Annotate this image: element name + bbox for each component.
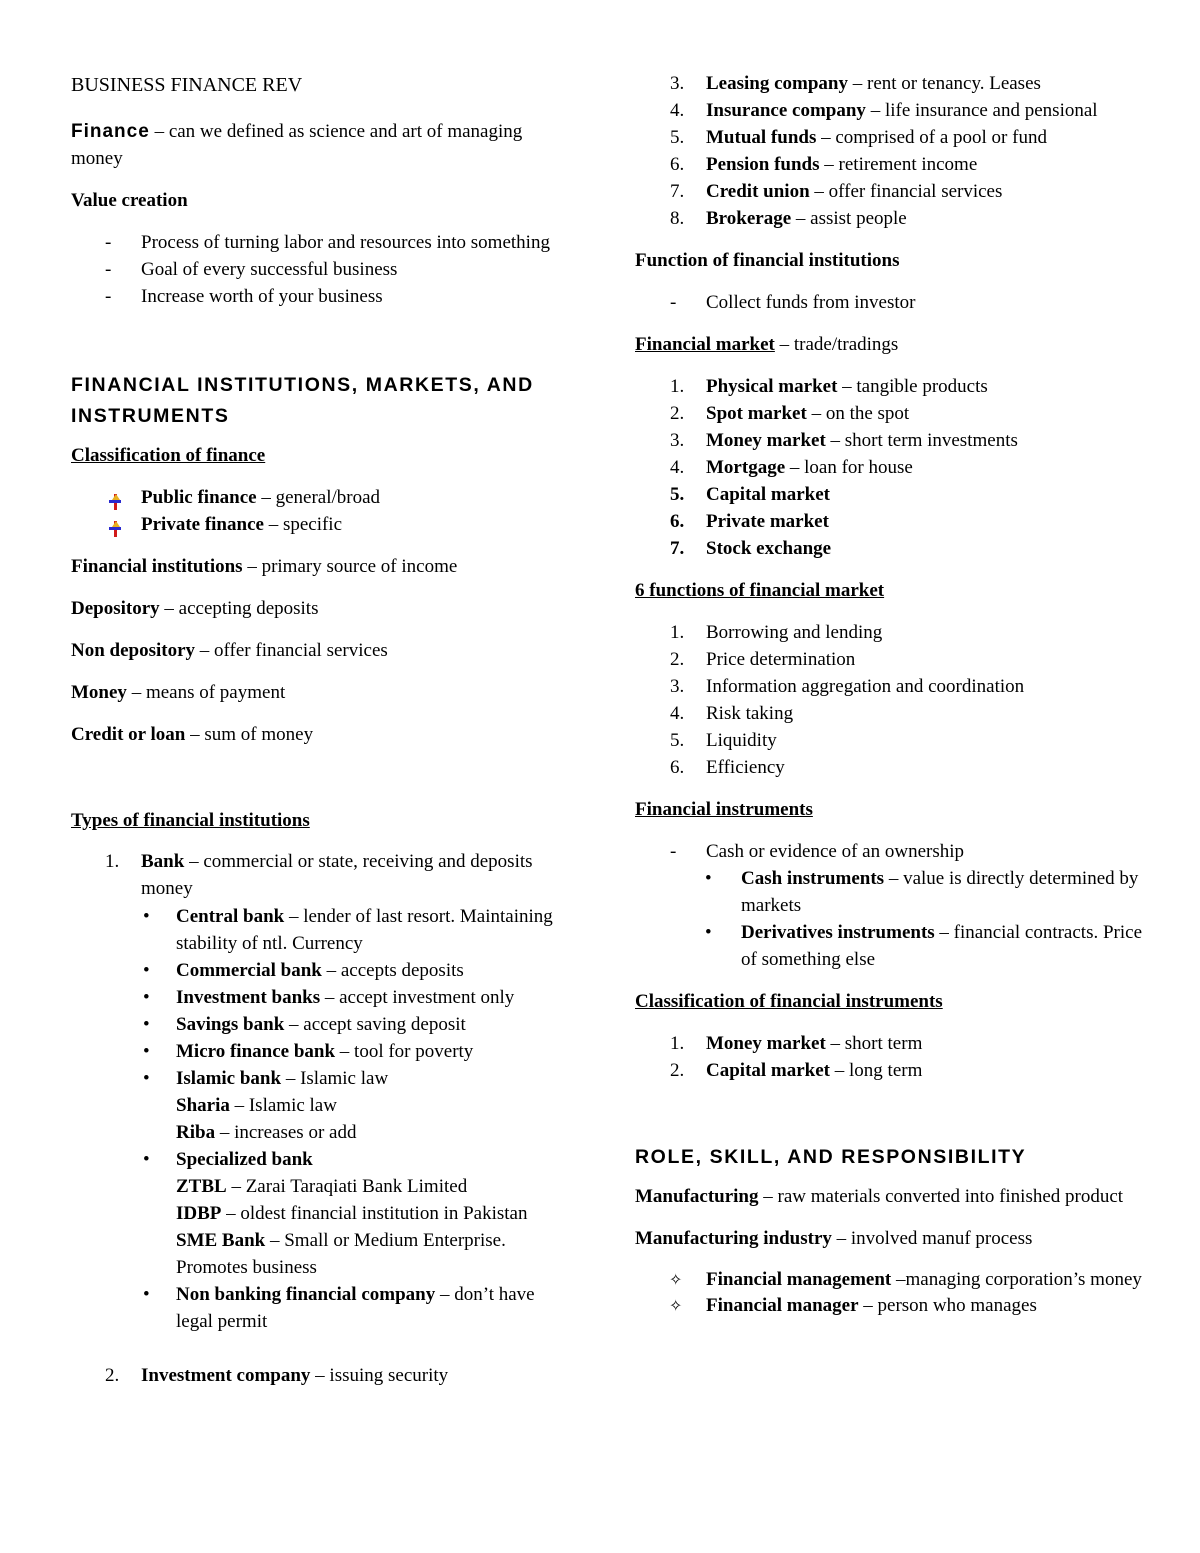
bullet-marker: • [143, 1014, 150, 1035]
list-item-term: Public finance [141, 487, 257, 508]
list-item-text: – specific [263, 514, 343, 535]
list-item [71, 848, 571, 902]
definition-text: – sum of money [185, 724, 314, 745]
list-item-text: – commercial or state, receiving and deposits money [141, 851, 533, 899]
list-item-text: – short term investments [825, 430, 1018, 451]
list-number: 2. [105, 1365, 120, 1386]
list-item-term: Money market [706, 430, 826, 451]
list-number: 4. [670, 457, 685, 478]
list-number: 5. [670, 730, 685, 751]
list-item-term: Spot market [706, 403, 807, 424]
list-item-term: Private finance [141, 514, 264, 535]
right-column [635, 70, 1155, 1319]
list-item-term: Private market [706, 511, 829, 532]
list-item [635, 838, 1155, 865]
bullet-marker: • [705, 868, 712, 889]
classification-heading [71, 442, 571, 469]
list-item [635, 124, 1155, 151]
list-item-text: – tool for poverty [335, 1041, 474, 1062]
list-number: 3. [670, 430, 685, 451]
dash-marker: - [670, 292, 677, 313]
list-item-term: Capital market [706, 484, 831, 505]
list-item-text: – short term [825, 1033, 923, 1054]
function-fi-heading [635, 247, 1155, 274]
list-item-term: Micro finance bank [176, 1041, 336, 1062]
definition-text: – raw materials converted into finished product [758, 1186, 1124, 1207]
list-item-text: – loan for house [785, 457, 913, 478]
arrow-bullet-icon [109, 516, 121, 543]
list-item [71, 256, 571, 283]
list-item-term: Brokerage [706, 208, 792, 229]
definition-term: Money [71, 682, 127, 703]
list-item-text: – financial contracts. Price of something else [741, 922, 1143, 970]
list-item-text: – accepts deposits [321, 960, 464, 981]
sharia-term: Sharia [176, 1095, 230, 1116]
six-functions-list [635, 619, 1155, 781]
instruments-list [635, 838, 1155, 973]
definition-text: – accepting deposits [159, 598, 319, 619]
list-item-text: Goal of every successful business [141, 259, 398, 280]
types-heading [71, 807, 571, 834]
list-number: 6. [670, 154, 685, 175]
list-item-text: – person who manages [858, 1295, 1037, 1316]
definition-term: Depository [71, 598, 160, 619]
list-item-text: –managing corporation’s money [891, 1269, 1142, 1290]
classification-list [71, 484, 571, 538]
list-item [635, 865, 1155, 919]
bullet-marker: • [143, 987, 150, 1008]
list-item [635, 646, 1155, 673]
list-number: 7. [670, 181, 685, 202]
section-heading-role: ROLE, SKILL, AND RESPONSIBILITY [635, 1146, 1027, 1168]
list-item-term: Islamic bank [176, 1068, 282, 1089]
list-item [635, 205, 1155, 232]
instruments-heading [635, 796, 1155, 823]
list-item-text: – on the spot [806, 403, 910, 424]
riba-text: – increases or add [215, 1122, 357, 1143]
list-item-term: Commercial bank [176, 960, 322, 981]
list-number: 1. [670, 622, 685, 643]
definition-line [635, 1225, 1155, 1252]
list-number: 5. [670, 127, 685, 148]
dash-marker: - [670, 841, 677, 862]
definition-line [635, 1183, 1155, 1210]
list-number: 1. [105, 851, 120, 872]
diamond-star-icon: ✧ [669, 1296, 683, 1315]
list-item-text: – issuing security [310, 1365, 449, 1386]
definition-term: Manufacturing industry [635, 1228, 832, 1249]
list-item [71, 511, 571, 538]
list-item-term: Derivatives instruments [741, 922, 935, 943]
class-instruments-list [635, 1030, 1155, 1084]
section-heading-institutions: FINANCIAL INSTITUTIONS, MARKETS, AND INSTRUMENTS [71, 374, 534, 427]
list-item [635, 727, 1155, 754]
riba-term: Riba [176, 1122, 216, 1143]
list-number: 2. [670, 649, 685, 670]
list-item-text: – general/broad [256, 487, 381, 508]
list-item-text: Increase worth of your business [141, 286, 383, 307]
list-item [71, 1065, 571, 1146]
value-creation-heading [71, 187, 571, 214]
list-item-text: – lender of last resort. Maintaining stability of ntl. Currency [176, 906, 553, 954]
list-item-term: Physical market [706, 376, 838, 397]
ztbl-text: – Zarai Taraqiati Bank Limited [226, 1176, 468, 1197]
list-item-text: Risk taking [706, 703, 794, 724]
list-item-term: Insurance company [706, 100, 866, 121]
list-item-text: – value is directly determined by markets [741, 868, 1139, 916]
list-item-text: Cash or evidence of an ownership [706, 841, 965, 862]
class-instruments-heading-text: Classification of financial instruments [635, 991, 943, 1012]
ztbl-term: ZTBL [176, 1176, 227, 1197]
left-column [71, 70, 571, 1389]
list-item-term: Non banking financial company [176, 1284, 436, 1305]
list-item-term: Financial management [706, 1269, 892, 1290]
list-item-text: Borrowing and lending [706, 622, 883, 643]
list-number: 7. [670, 538, 685, 559]
bank-sublist [71, 903, 571, 1335]
list-item [635, 151, 1155, 178]
list-item-term: Savings bank [176, 1014, 285, 1035]
list-item-text: – accept saving deposit [284, 1014, 466, 1035]
definition-term: Manufacturing [635, 1186, 759, 1207]
finance-term: Finance [71, 121, 150, 142]
list-item [71, 484, 571, 511]
list-item-term: Bank [141, 851, 185, 872]
list-item [635, 400, 1155, 427]
bullet-marker: • [143, 1041, 150, 1062]
list-item-text: – accept investment only [320, 987, 515, 1008]
list-item [71, 957, 571, 984]
classification-heading-text: Classification of finance [71, 445, 266, 466]
function-fi-list [635, 289, 1155, 316]
list-item [635, 754, 1155, 781]
sme-term: SME Bank [176, 1230, 266, 1251]
function-fi-heading-text: Function of financial institutions [635, 250, 900, 271]
sme-text: – Small or Medium Enterprise. Promotes business [176, 1230, 506, 1278]
list-item-text: – don’t have legal permit [176, 1284, 535, 1332]
list-item [71, 1011, 571, 1038]
bullet-marker: • [143, 1149, 150, 1170]
list-number: 3. [670, 73, 685, 94]
diamond-star-icon: ✧ [669, 1270, 683, 1289]
role-list [635, 1267, 1155, 1319]
list-item [71, 984, 571, 1011]
definition-line [71, 595, 571, 622]
list-item [71, 1146, 571, 1281]
list-item-term: Investment company [141, 1365, 311, 1386]
list-item [635, 427, 1155, 454]
class-instruments-heading [635, 988, 1155, 1015]
definition-text: – offer financial services [195, 640, 388, 661]
value-creation-heading-text: Value creation [71, 190, 188, 211]
list-item [71, 229, 571, 256]
list-number: 1. [670, 1033, 685, 1054]
list-item [635, 919, 1155, 973]
list-item-term: Credit union [706, 181, 810, 202]
value-creation-list [71, 229, 571, 310]
list-item [635, 535, 1155, 562]
definition-term: Credit or loan [71, 724, 186, 745]
idbp-text: – oldest financial institution in Pakistan [221, 1203, 528, 1224]
list-item [71, 903, 571, 957]
list-item-text: Efficiency [706, 757, 785, 778]
list-item [71, 1281, 571, 1335]
list-item-text: – life insurance and pensional [865, 100, 1098, 121]
list-item-term: Pension funds [706, 154, 820, 175]
list-item-term: Mortgage [706, 457, 786, 478]
list-item [635, 289, 1155, 316]
list-item-text: Collect funds from investor [706, 292, 916, 313]
list-item-text: – long term [830, 1060, 923, 1081]
list-item-term: Central bank [176, 906, 285, 927]
definition-line [71, 553, 571, 580]
list-number: 5. [670, 484, 685, 505]
list-item-term: Financial manager [706, 1295, 859, 1316]
list-item-term: Investment banks [176, 987, 321, 1008]
list-number: 3. [670, 676, 685, 697]
list-item [635, 481, 1155, 508]
list-item [635, 700, 1155, 727]
list-item [635, 673, 1155, 700]
bullet-marker: • [143, 1284, 150, 1305]
definition-line [71, 637, 571, 664]
definition-text: – primary source of income [242, 556, 458, 577]
types-heading-text: Types of financial institutions [71, 810, 310, 831]
list-item [635, 1030, 1155, 1057]
types-continued-list [635, 70, 1155, 232]
list-item-text: – assist people [791, 208, 907, 229]
sharia-text: – Islamic law [229, 1095, 337, 1116]
list-item-text: – rent or tenancy. Leases [848, 73, 1041, 94]
list-item-term: Leasing company [706, 73, 848, 94]
list-item [71, 1362, 571, 1389]
finance-def-text: – can we defined as science and art of managing money [71, 121, 523, 169]
financial-market-term: Financial market [635, 334, 775, 355]
list-number: 4. [670, 100, 685, 121]
list-item-term: Money market [706, 1033, 826, 1054]
list-number: 1. [670, 376, 685, 397]
definition-text: – involved manuf process [831, 1228, 1033, 1249]
bullet-marker: • [143, 960, 150, 981]
list-item [635, 373, 1155, 400]
financial-market-heading [635, 331, 1155, 358]
definition-term: Financial institutions [71, 556, 243, 577]
list-item-text: – Islamic law [281, 1068, 389, 1089]
list-item [71, 1038, 571, 1065]
list-item-text: Information aggregation and coordination [706, 676, 1025, 697]
list-item [635, 454, 1155, 481]
definition-line [71, 721, 571, 748]
list-item-term: Mutual funds [706, 127, 817, 148]
list-number: 6. [670, 757, 685, 778]
instruments-heading-text: Financial instruments [635, 799, 813, 820]
list-item-text: Price determination [706, 649, 856, 670]
six-functions-heading [635, 577, 1155, 604]
definition-text: – means of payment [126, 682, 286, 703]
list-item-term: Cash instruments [741, 868, 885, 889]
dash-marker: - [105, 286, 112, 307]
list-number: 6. [670, 511, 685, 532]
list-item [635, 619, 1155, 646]
definition-line [71, 679, 571, 706]
list-item-term: Capital market [706, 1060, 831, 1081]
list-item-term: Stock exchange [706, 538, 832, 559]
list-item-text: – tangible products [837, 376, 988, 397]
list-item-text: Process of turning labor and resources into something [141, 232, 550, 253]
list-item [635, 508, 1155, 535]
list-item [635, 1057, 1155, 1084]
list-number: 4. [670, 703, 685, 724]
list-item-term: Specialized bank [176, 1149, 313, 1170]
financial-market-text: – trade/tradings [774, 334, 899, 355]
bullet-marker: • [143, 1068, 150, 1089]
list-item-text: – offer financial services [809, 181, 1003, 202]
bullet-marker: • [705, 922, 712, 943]
list-item [635, 178, 1155, 205]
list-number: 2. [670, 403, 685, 424]
idbp-term: IDBP [176, 1203, 222, 1224]
list-item-text: Liquidity [706, 730, 777, 751]
document-title: BUSINESS FINANCE REV [71, 74, 303, 96]
types-list [71, 848, 571, 1389]
financial-market-list [635, 373, 1155, 562]
list-item [635, 70, 1155, 97]
list-number: 2. [670, 1060, 685, 1081]
list-item [635, 1267, 1155, 1293]
list-item [71, 283, 571, 310]
list-number: 8. [670, 208, 685, 229]
dash-marker: - [105, 232, 112, 253]
six-functions-heading-text: 6 functions of financial market [635, 580, 885, 601]
list-item [635, 97, 1155, 124]
list-item [635, 1293, 1155, 1319]
definition-term: Non depository [71, 640, 196, 661]
dash-marker: - [105, 259, 112, 280]
list-item-text: – retirement income [819, 154, 978, 175]
list-item-text: – comprised of a pool or fund [816, 127, 1047, 148]
finance-definition [71, 118, 571, 172]
bullet-marker: • [143, 906, 150, 927]
